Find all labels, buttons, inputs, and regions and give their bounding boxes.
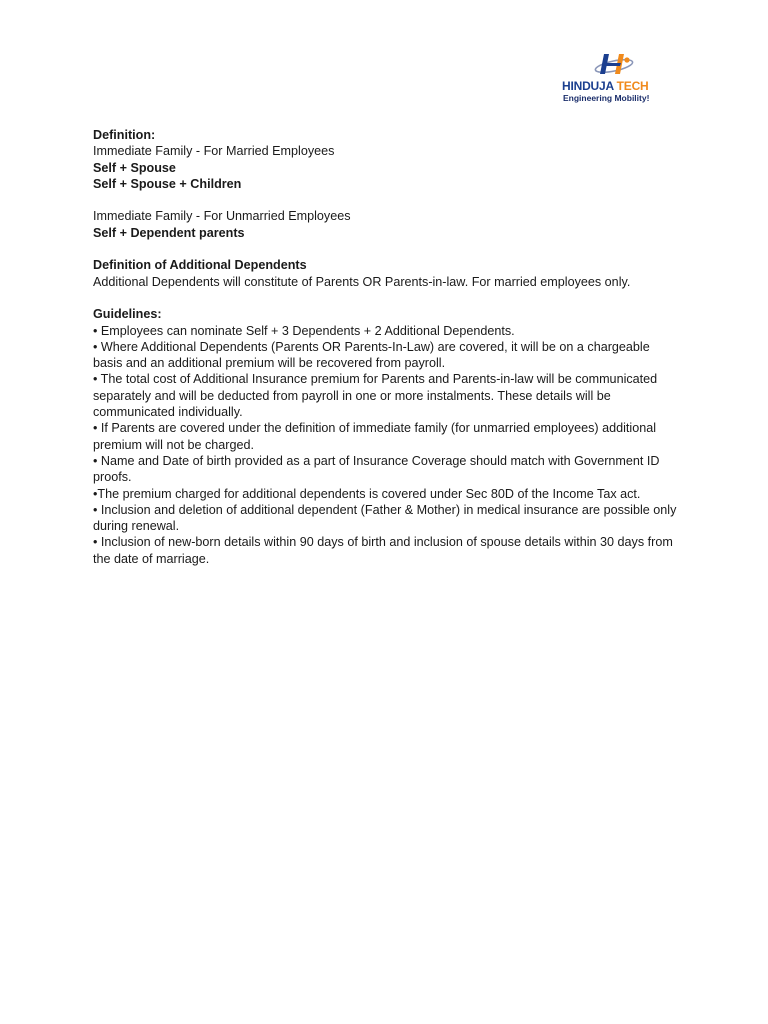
guideline-item: • Inclusion and deletion of additional dependent (Father & Mother) in medical insurance are possible only during renewal. — [93, 502, 677, 534]
spacer — [93, 192, 678, 208]
spacer — [93, 241, 678, 257]
guideline-item: • Name and Date of birth provided as a part of Insurance Coverage should match with Government ID proofs. — [93, 453, 660, 485]
company-logo — [556, 48, 666, 104]
logo-wordmark — [562, 79, 649, 93]
spacer — [93, 290, 678, 306]
document-body — [93, 127, 678, 567]
guideline-item: • Where Additional Dependents (Parents OR Parents-In-Law) are covered, it will be on a chargeable basis and an additional premium will be recovered from payroll. — [93, 339, 650, 371]
married-family-line: Self + Spouse + Children — [93, 176, 242, 191]
hinduja-tech-logo-mark-icon — [592, 50, 636, 78]
guidelines-heading: Guidelines: — [93, 307, 162, 322]
logo-name-tech: TECH — [616, 79, 649, 93]
additional-dependents-heading: Definition of Additional Dependents — [93, 258, 307, 273]
guideline-item: •The premium charged for additional dependents is covered under Sec 80D of the Income Tax act. — [93, 486, 641, 501]
married-family-title: Immediate Family - For Married Employees — [93, 144, 335, 159]
unmarried-family-title: Immediate Family - For Unmarried Employees — [93, 209, 351, 224]
guideline-item: • If Parents are covered under the definition of immediate family (for unmarried employees) additional premium will not be charged. — [93, 421, 657, 452]
logo-name-hinduja: HINDUJA — [562, 79, 614, 93]
guideline-item: • Employees can nominate Self + 3 Dependents + 2 Additional Dependents. — [93, 323, 515, 338]
married-family-line: Self + Spouse — [93, 160, 176, 175]
guideline-item: • Inclusion of new-born details within 90 days of birth and inclusion of spouse details within 30 days from the date of marriage. — [93, 535, 673, 566]
guideline-item: • The total cost of Additional Insurance premium for Parents and Parents-in-law will be communicated separately and will be deducted from payroll in one or more instalments. These details will be communicated individually. — [93, 372, 658, 420]
unmarried-family-line: Self + Dependent parents — [93, 225, 245, 240]
logo-tagline: Engineering Mobility! — [563, 93, 650, 103]
additional-dependents-text: Additional Dependents will constitute of Parents OR Parents-in-law. For married employees only. — [93, 274, 631, 289]
definition-heading: Definition: — [93, 128, 156, 142]
